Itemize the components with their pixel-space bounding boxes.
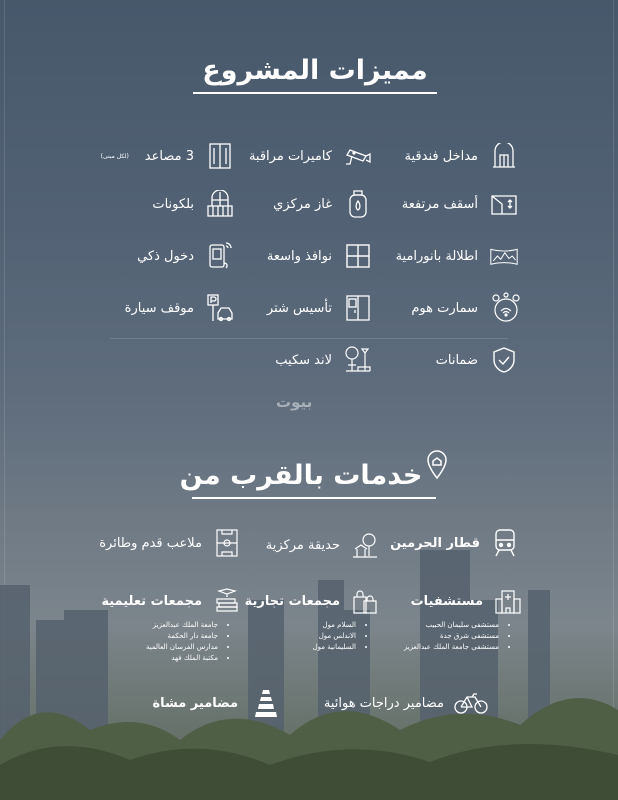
feature-label: غاز مركزي [273, 196, 332, 212]
service-label: مضامير دراجات هوائية [323, 695, 444, 711]
feature-label: سمارت هوم [411, 300, 478, 316]
feature-label: موقف سيارة [124, 300, 194, 316]
high-ceiling-icon [490, 190, 518, 218]
service-shopping-centers [245, 586, 380, 653]
bicycle-icon [454, 688, 488, 718]
feature-central-gas [273, 190, 372, 218]
features-title: مميزات المشروع [202, 55, 428, 86]
hospital-icon [493, 586, 523, 616]
balcony-icon [206, 190, 234, 218]
service-education [101, 586, 242, 664]
feature-high-ceilings [402, 190, 518, 218]
service-bicycle-tracks [324, 688, 488, 718]
service-label: مجمعات تعليمية [101, 593, 202, 609]
feature-warranties [436, 346, 518, 374]
shutter-icon [344, 294, 372, 322]
service-hospitals [389, 586, 523, 653]
feature-shutter-ready [267, 294, 372, 322]
hospitals-list [389, 620, 513, 653]
feature-label: مداخل فندقية [404, 148, 478, 164]
service-label: مجمعات تجارية [244, 593, 340, 609]
services-title: خدمات بالقرب من [179, 460, 423, 491]
elevator-icon [206, 142, 234, 170]
feature-label: اطلالة بانورامية [395, 248, 478, 264]
city-skyline-background [0, 537, 618, 800]
feature-label: ضمانات [435, 352, 478, 368]
service-label: مضامير مشاة [152, 695, 238, 711]
service-walkways [152, 688, 284, 718]
service-central-park [266, 530, 380, 560]
feature-label: نوافذ واسعة [266, 248, 332, 264]
service-label: مستشفيات [410, 593, 483, 609]
feature-landscape [275, 346, 372, 374]
feature-label: لاند سكيب [275, 352, 332, 368]
feature-smart-entry [137, 242, 234, 270]
window-icon [344, 242, 372, 270]
smart-home-icon [490, 292, 522, 324]
list-item: • مستشفى سليمان الحبيب [389, 620, 499, 631]
feature-parking [125, 294, 234, 322]
service-label: ملاعب قدم وطائرة [99, 535, 202, 551]
service-label: قطار الحرمين [390, 535, 480, 551]
feature-label: كاميرات مراقبة [248, 148, 332, 164]
hotel-entrance-icon [490, 142, 518, 170]
list-item: • مكتبة الملك فهد [101, 653, 218, 664]
list-item: • مدارس الفرسان العالمية [101, 642, 218, 653]
features-header [193, 55, 437, 94]
section-divider [110, 338, 508, 339]
list-item: • جامعة دار الحكمة [101, 631, 218, 642]
list-item: • جامعة الملك عبدالعزيز [101, 620, 218, 631]
list-item: • مستشفى جامعة الملك عبدالعزيز [389, 642, 499, 653]
feature-note: (لكل مبنى) [100, 152, 129, 160]
shopping-list [245, 620, 370, 653]
train-icon [490, 528, 520, 558]
list-item: • مستشفى شرق جدة [389, 631, 499, 642]
landscape-icon [344, 346, 372, 374]
parking-icon [206, 294, 234, 322]
panoramic-view-icon [490, 242, 518, 270]
watermark-logo: بيوت [276, 393, 313, 411]
feature-label: أسقف مرتفعة [401, 196, 478, 212]
list-item: • الاندلس مول [245, 631, 356, 642]
smart-entry-icon [206, 242, 234, 270]
feature-label: 3 مصاعد [144, 148, 194, 164]
security-camera-icon [344, 142, 372, 170]
service-sports-fields [99, 528, 242, 558]
feature-label: دخول ذكي [137, 248, 194, 264]
shopping-icon [350, 586, 380, 616]
services-header [179, 452, 436, 499]
feature-wide-windows [267, 242, 372, 270]
park-icon [350, 530, 380, 560]
list-item: • السليمانية مول [245, 642, 356, 653]
feature-smart-home [411, 292, 522, 324]
service-haramain-train [390, 528, 520, 558]
education-icon [212, 586, 242, 616]
feature-balconies [152, 190, 234, 218]
feature-hotel-entrance [405, 142, 518, 170]
feature-panoramic-view [396, 242, 518, 270]
features-title-underline [193, 92, 437, 94]
feature-elevators [101, 142, 234, 170]
feature-security-cameras [249, 142, 372, 170]
location-pin-icon [426, 450, 448, 480]
list-item: • السلام مول [245, 620, 356, 631]
walkway-icon [248, 688, 284, 718]
services-title-underline [192, 497, 436, 499]
service-label: حديقة مركزية [265, 537, 340, 553]
feature-label: تأسيس شتر [266, 300, 332, 316]
sports-field-icon [212, 528, 242, 558]
feature-label: بلكونات [152, 196, 194, 212]
education-list [101, 620, 232, 664]
gas-cylinder-icon [344, 190, 372, 218]
warranty-shield-icon [490, 346, 518, 374]
